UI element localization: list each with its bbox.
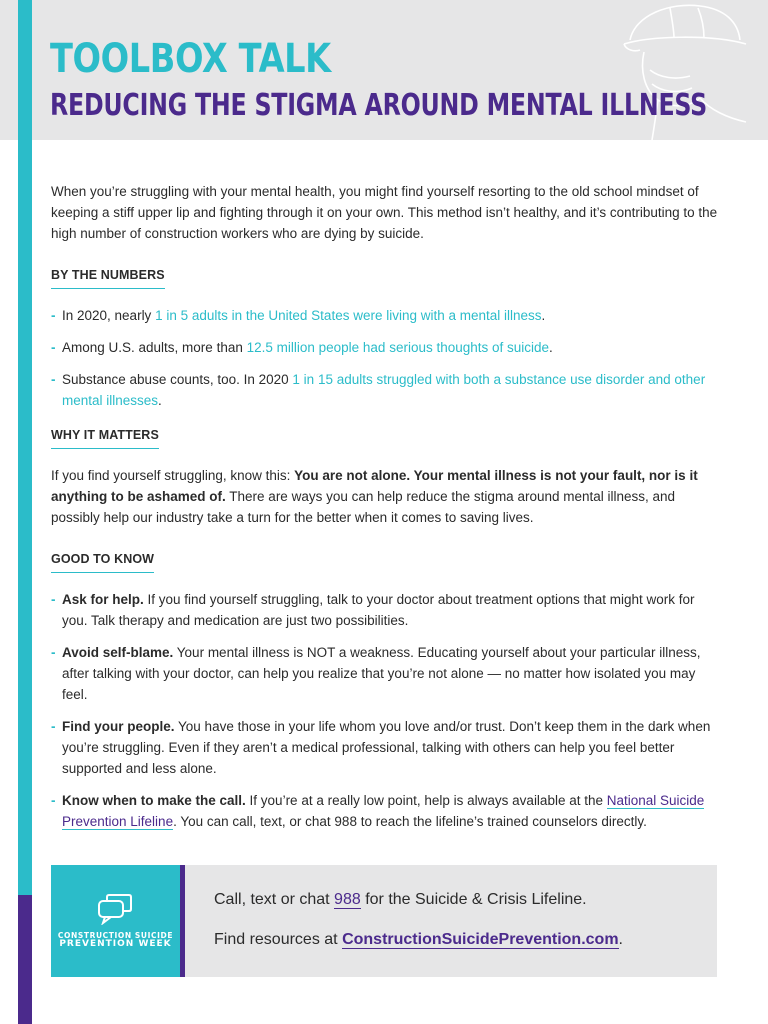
list-item [51, 790, 719, 832]
tip-title: Avoid self-blame. [62, 645, 174, 660]
intro-paragraph: When you’re struggling with your mental health, you might find yourself resorting to the old school mindset of keeping a stiff upper lip and fighting through it on your own. This method isn’t healthy, and it’s contributing to the high number of construction workers who are dying by suicide. [51, 184, 718, 241]
left-accent-bar-teal [18, 0, 32, 895]
left-accent-bar-purple [18, 895, 32, 1024]
tip-title: Find your people. [62, 719, 175, 734]
list-item [51, 642, 719, 705]
list-item-punct: . [549, 340, 553, 355]
paragraph-text: There are ways you can help reduce the stigma around mental illness, and possibly help our industry take a turn for the better when it comes to saving lives. [51, 489, 676, 525]
cspw-logo [51, 865, 180, 977]
website-link[interactable]: ConstructionSuicidePrevention.com [342, 931, 619, 948]
footer-text: Call, text or chat [214, 891, 335, 908]
page-title: TOOLBOX TALK [50, 36, 331, 82]
tip-text: Your mental illness is NOT a weakness. Educating yourself about your particular illness, after talking with your doctor, can help you realize that you’re not alone — no matter how isolated you may feel. [62, 645, 701, 702]
list-item [51, 337, 719, 358]
logo-line-1: CONSTRUCTION SUICIDE [57, 931, 174, 940]
tip-text: You have those in your life whom you love and/or trust. Don’t keep them in the dark when you’re struggling. Even if they aren’t a medical professional, talking with others can help you feel better supported and less alone. [62, 719, 711, 776]
lifeline-link[interactable]: National Suicide Prevention Lifeline [62, 793, 705, 829]
hotline-988-link[interactable]: 988 [334, 891, 361, 908]
list-item-punct: . [158, 393, 162, 408]
list-item-text: In 2020, nearly [62, 308, 156, 323]
footer-resources-line [214, 931, 623, 949]
section-heading-good-to-know: GOOD TO KNOW [51, 549, 154, 573]
footer-text: . [618, 931, 623, 948]
list-item [51, 589, 719, 631]
page-subtitle: REDUCING THE STIGMA AROUND MENTAL ILLNESS [50, 88, 708, 123]
tip-text: If you’re at a really low point, help is always available at the [245, 793, 607, 808]
paragraph-text: If you find yourself struggling, know this: [51, 468, 295, 483]
stat-link[interactable]: 1 in 5 adults in the United States were living with a mental illness [155, 308, 542, 323]
why-it-matters-paragraph [51, 465, 719, 528]
main-content [51, 181, 719, 843]
emphasis-text: You are not alone. Your mental illness is not your fault, nor is it anything to be ashamed of. [51, 468, 698, 504]
footer-divider [180, 865, 185, 977]
list-item-punct: . [541, 308, 546, 323]
logo-text [51, 931, 180, 949]
section-heading-by-the-numbers: BY THE NUMBERS [51, 265, 165, 289]
stat-link[interactable]: 1 in 15 adults struggled with both a substance use disorder and other mental illnesses [62, 372, 706, 408]
good-to-know-list [51, 589, 719, 832]
numbers-list [51, 305, 719, 411]
tip-title: Know when to make the call. [62, 793, 246, 808]
list-item [51, 305, 719, 326]
list-item [51, 369, 719, 411]
tip-title: Ask for help. [62, 592, 144, 607]
stat-link[interactable]: 12.5 million people had serious thoughts of suicide [246, 340, 550, 355]
speech-bubbles-icon [97, 893, 133, 925]
section-heading-why-it-matters: WHY IT MATTERS [51, 425, 159, 449]
tip-text: If you find yourself struggling, talk to your doctor about treatment options that might work for you. Talk therapy and medication are just two possibilities. [62, 592, 695, 628]
tip-text: . You can call, text, or chat 988 to reach the lifeline’s trained counselors directly. [173, 814, 647, 829]
footer-callout [51, 865, 717, 977]
list-item-text: Among U.S. adults, more than [62, 340, 247, 355]
footer-text: Find resources at [214, 931, 343, 948]
footer-call-line [214, 891, 587, 909]
list-item [51, 716, 719, 779]
footer-text: for the Suicide & Crisis Lifeline. [360, 891, 587, 908]
logo-line-2: PREVENTION WEEK [59, 939, 172, 949]
list-item-text: Substance abuse counts, too. In 2020 [62, 372, 293, 387]
